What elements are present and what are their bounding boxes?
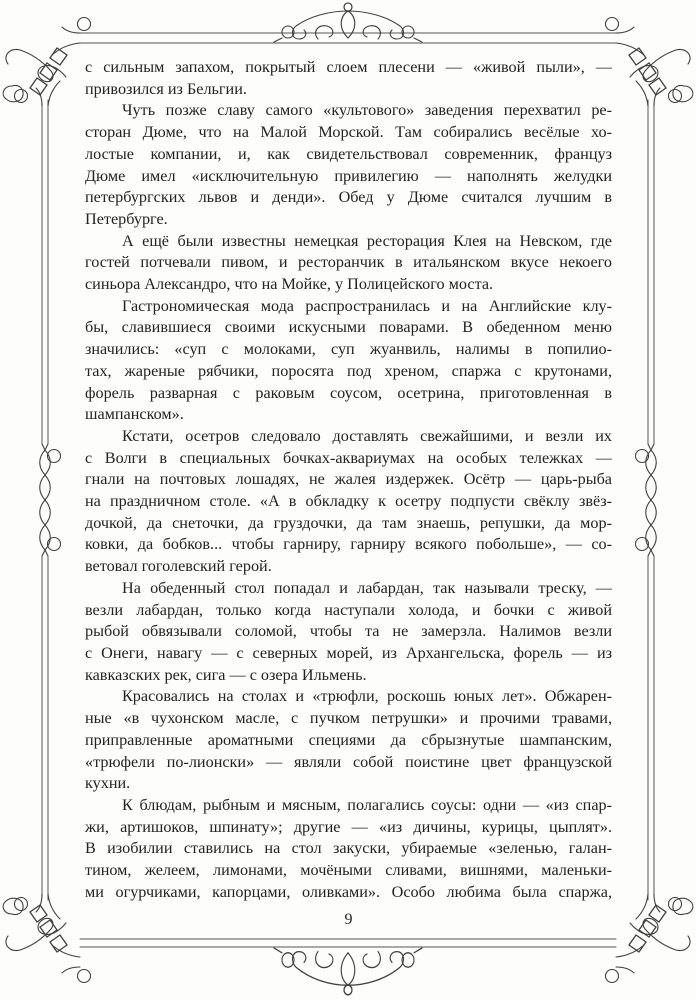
text-line: К блюдам, рыбным и мясным, полагались соусы: одни — «из спар- xyxy=(122,795,612,814)
text-line: На обеденный стол попадал и лабардан, так называли треску, — xyxy=(122,578,612,597)
text-line: ные «в чухонском масле, с пучком петрушки» и прочими травами, xyxy=(85,709,612,728)
text-line: бы, славившиеся своими искусными поварами. В обеденном меню xyxy=(85,318,612,337)
text-line: гнали на почтовых лошадях, не жалея издержек. Осётр — царь-рыба xyxy=(85,470,612,489)
text-line: значились: «суп с молоками, суп жуанвиль, налимы в попилио- xyxy=(85,340,612,359)
top-center-flourish xyxy=(274,3,422,42)
text-line: Кстати, осетров следовало доставлять свежайшими, и везли их xyxy=(122,426,612,445)
text-line: везли лабардан, только когда наступали холода, и бочки с живой xyxy=(85,600,612,619)
paragraph xyxy=(85,578,612,687)
page-number: 9 xyxy=(344,911,353,928)
text-line: Гастрономическая мода распространилась и на Английские клу- xyxy=(122,296,612,315)
paragraph xyxy=(85,100,612,230)
page-text xyxy=(85,57,612,903)
corner-flourish-top-left xyxy=(3,18,90,107)
text-line: кухни. xyxy=(85,774,131,793)
text-line: на праздничном столе. «А в обкладку к осетру подпусти свёклу звёз- xyxy=(85,492,612,511)
text-line: синьора Александро, что на Мойке, у Полицейского моста. xyxy=(85,275,494,294)
bottom-center-flourish xyxy=(274,948,422,995)
paragraph xyxy=(85,686,612,795)
text-line: В изобилии ставились на стол закуски, убираемые «зеленью, галан- xyxy=(85,839,612,858)
text-line: дочкой, да снеточки, да груздочки, да там знаешь, репушки, да мор- xyxy=(85,513,612,532)
corner-flourish-top-right xyxy=(606,18,693,107)
paragraph xyxy=(85,296,612,426)
text-line: рыбой обвязывали соломой, чтобы та не замерзла. Налимов везли xyxy=(85,622,612,641)
corner-flourish-bottom-left xyxy=(3,894,90,983)
text-line: приправленные ароматными специями да сбрызнутые шампанским, xyxy=(85,730,612,749)
text-line: кавказских рек, сига — с озера Ильмень. xyxy=(85,665,367,684)
text-line: ми огурчиками, капорцами, оливками». Особо любима была спаржа, xyxy=(85,882,612,901)
text-line: А ещё были известны немецкая ресторация Клея на Невском, где xyxy=(122,231,612,250)
right-side-rope-flourish xyxy=(636,444,657,556)
text-line: ветовал гоголевский герой. xyxy=(85,557,272,576)
text-line: Дюме имел «исключительную привилегию — наполнять желудки xyxy=(85,166,612,185)
paragraph xyxy=(85,426,612,578)
text-line: тином, желеем, лимонами, мочёными сливами, вишнями, маленьки- xyxy=(85,861,612,880)
text-line: тах, жареные рябчики, поросята под хреном, спаржа с крутонами, xyxy=(85,361,612,380)
text-line: гостей потчевали пивом, и ресторанчик в итальянском вкусе некоего xyxy=(85,253,612,272)
text-line: форель разварная с раковым соусом, осетрина, приготовленная в xyxy=(85,383,612,402)
text-line: Красовались на столах и «трюфли, роскошь юных лет». Обжарен- xyxy=(122,687,612,706)
text-line: лостые компании, и, как свидетельствовал современник, француз xyxy=(85,144,612,163)
paragraph xyxy=(85,795,612,904)
text-line: с сильным запахом, покрытый слоем плесени — «живой пыли», — xyxy=(85,58,612,76)
text-line: привозился из Бельгии. xyxy=(85,79,247,98)
text-line: жи, артишоков, шпинату»; другие — «из дичины, курицы, цыплят». xyxy=(85,817,612,836)
text-line: с Волги в специальных бочках-аквариумах на особых тележках — xyxy=(85,448,612,467)
text-line: «трюфели по-лионски» — являли собой поистине цвет французской xyxy=(85,752,612,771)
text-line: шампанском». xyxy=(85,405,184,424)
text-line: Чуть позже славу самого «культового» заведения перехватил ре- xyxy=(122,101,612,120)
text-line: петербургских львов и денди». Обед у Дюме считался лучшим в xyxy=(85,188,612,207)
text-line: с Онеги, навагу — с северных морей, из Архангельска, форель — из xyxy=(85,643,612,662)
corner-flourish-bottom-right xyxy=(606,894,693,983)
text-line: Петербурге. xyxy=(85,209,168,228)
left-side-rope-flourish xyxy=(40,444,61,556)
paragraph xyxy=(85,231,612,296)
paragraph xyxy=(85,57,612,100)
text-line: ковки, да бобков... чтобы гарниру, гарниру всякого побольше», — со- xyxy=(85,535,612,554)
text-line: сторан Дюме, что на Малой Морской. Там собирались весёлые хо- xyxy=(85,123,612,142)
